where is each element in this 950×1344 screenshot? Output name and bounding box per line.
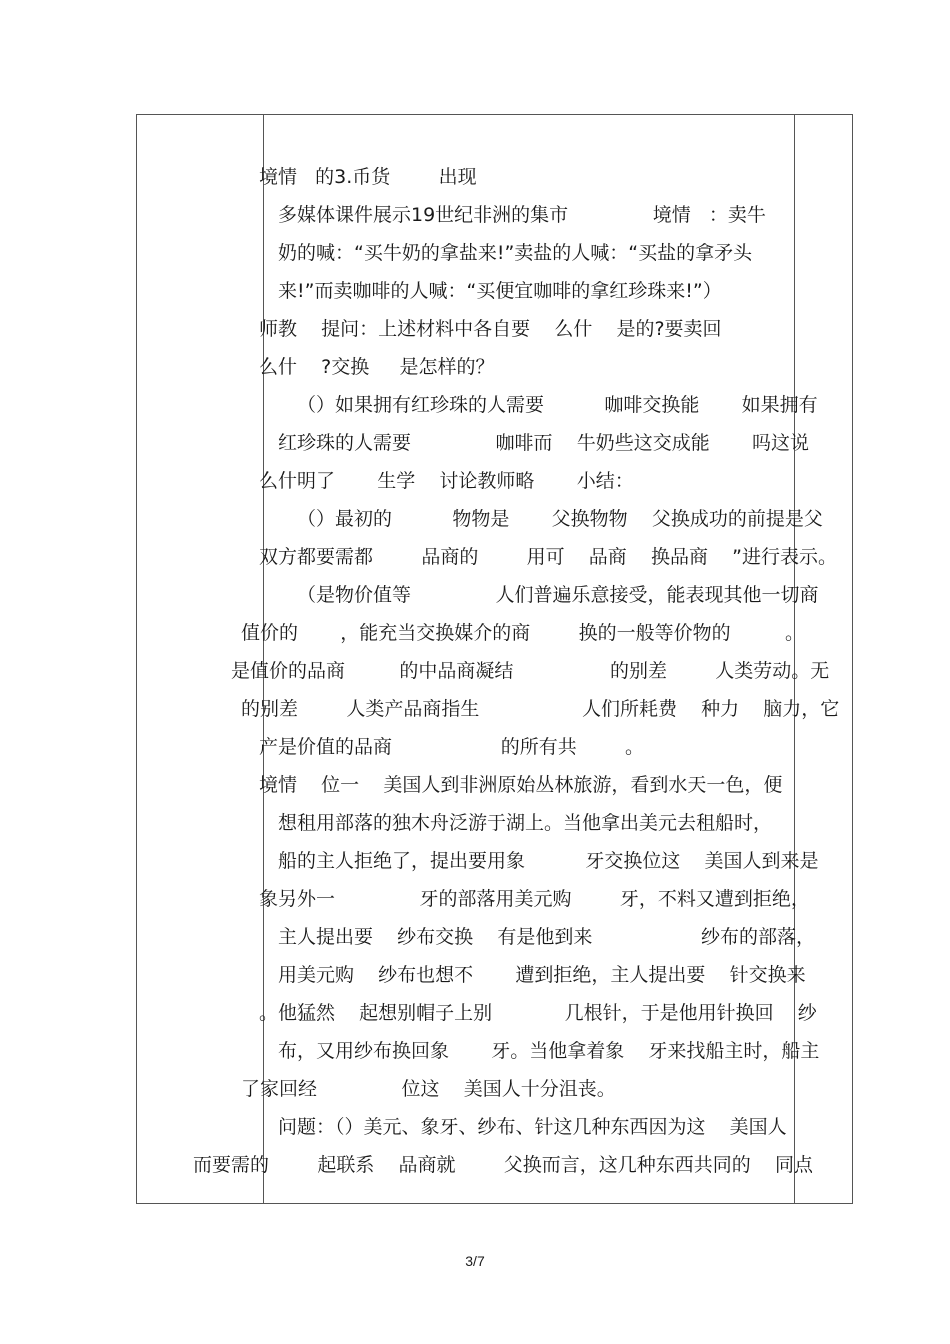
text-line: 想租用部落的独木舟泛游于湖上。当他拿出美元去租船时， bbox=[278, 812, 773, 834]
text-line: 船的主人拒绝了，提出要用象 牙交换位这 美国人到来是 bbox=[278, 850, 819, 872]
text-line: 布，又用纱布换回象 牙。当他拿着象 牙来找船主时，船主 bbox=[278, 1040, 820, 1062]
text-line: 问题：（）美元、象牙、纱布、针这几种东西因为这 美国人 bbox=[278, 1116, 787, 1138]
text-line: 值价的 ，能充当交换媒介的商 换的一般等价物的 。 bbox=[241, 622, 804, 644]
text-line: 了家回经 位这 美国人十分沮丧。 bbox=[241, 1078, 616, 1100]
text-line: 象另外一 牙的部落用美元购 牙，不料又遭到拒绝， bbox=[259, 888, 810, 910]
text-line: 么什 ?交换 是怎样的？ bbox=[259, 356, 495, 378]
text-line: 奶的喊：“买牛奶的拿盐来!”卖盐的人喊：“买盐的拿矛头 bbox=[278, 242, 753, 264]
text-line: 师教 提问：上述材料中各自要 么什 是的?要卖回 bbox=[259, 318, 722, 340]
text-line: 用美元购 纱布也想不 遭到拒绝，主人提出要 针交换来 bbox=[278, 964, 806, 986]
text-line: 境情 位一 美国人到非洲原始丛林旅游，看到水天一色，便 bbox=[259, 774, 783, 796]
page-number: 3/7 bbox=[465, 1253, 485, 1269]
text-line: 多媒体课件展示19世纪非洲的集市 境情 ：卖牛 bbox=[278, 204, 766, 226]
text-line: 双方都要需都 品商的 用可 品商 换品商 ”进行表示。 bbox=[259, 546, 837, 568]
text-line: （是物价值等 人们普遍乐意接受，能表现其他一切商 bbox=[297, 584, 819, 606]
text-line: （）如果拥有红珍珠的人需要 咖啡交换能 如果拥有 bbox=[297, 394, 818, 416]
text-line: （）最初的 物物是 父换物物 父换成功的前提是父 bbox=[297, 508, 823, 530]
text-line: 而要需的 起联系 品商就 父换而言，这几种东西共同的 同点 bbox=[193, 1154, 813, 1176]
text-line: 。他猛然 起想别帽子上别 几根针，于是他用针换回 纱 bbox=[259, 1002, 817, 1024]
text-line: 主人提出要 纱布交换 有是他到来 纱布的部落， bbox=[278, 926, 816, 948]
text-line: 是值价的品商 的中品商凝结 的别差 人类劳动。无 bbox=[231, 660, 830, 682]
text-line: 产是价值的品商 的所有共 。 bbox=[259, 736, 645, 758]
text-line: 红珍珠的人需要 咖啡而 牛奶些这交成能 吗这说 bbox=[278, 432, 809, 454]
text-line: 么什明了 生学 讨论教师略 小结： bbox=[259, 470, 634, 492]
text-line: 的别差 人类产品商指生 人们所耗费 种力 脑力，它 bbox=[241, 698, 840, 720]
text-line: 来!”而卖咖啡的人喊：“买便宜咖啡的拿红珍珠来!”） bbox=[278, 280, 722, 302]
text-line: 境情 的3.币货 出现 bbox=[259, 166, 477, 188]
